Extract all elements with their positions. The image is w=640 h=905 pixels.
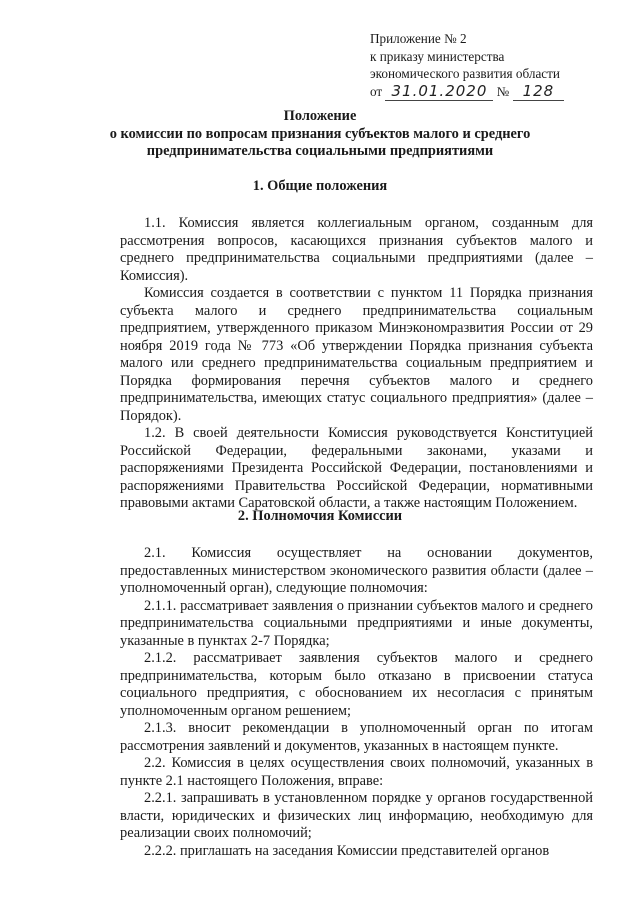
document-title	[0, 108, 640, 161]
paragraph: 1.1. Комиссия является коллегиальным органом, созданным для рассмотрения вопросов, касающихся признания субъектов малого и среднего предпринимательства социальными предприятиями (далее – Комиссия).	[120, 215, 593, 284]
appendix-line-2: к приказу министерства	[370, 48, 505, 64]
paragraph: 2.1.1. рассматривает заявления о признании субъектов малого и среднего предпринимательства социальными предприятиями и иные документы, указанные в пунктах 2-7 Порядка;	[120, 597, 593, 649]
paragraph: 1.2. В своей деятельности Комиссия руководствуется Конституцией Российской Федерации, федеральными законами, указами и распоряжениями Президента Российской Федерации, постановлениями и распоряжениями Правительства Российской Федерации, нормативными правовыми актами Саратовской области, а также настоящим Положением.	[120, 425, 593, 511]
title-line-2: о комиссии по вопросам признания субъектов малого и среднего	[109, 125, 531, 142]
appendix-block	[370, 30, 564, 100]
section-2-heading: 2. Полномочия Комиссии	[237, 508, 403, 524]
paragraph: Комиссия создается в соответствии с пунктом 11 Порядка признания субъекта малого и среднего предпринимательства социальным предприятием, утвержденного приказом Минэкономразвития России от 29 ноября 2019 года № 773 «Об утверждении Порядка признания субъекта малого или среднего предпринимательства социальным предприятием и Порядка формирования перечня субъектов малого и среднего предпринимательства, имеющих статус социального предприятия» (далее – Порядок).	[120, 285, 593, 424]
appendix-date-line	[370, 83, 564, 101]
paragraph: 2.1. Комиссия осуществляет на основании документов, предоставленных министерством экономического развития области (далее – уполномоченный орган), следующие полномочия:	[120, 545, 593, 596]
from-label: от	[370, 83, 383, 99]
paragraph: 2.2. Комиссия в целях осуществления своих полномочий, указанных в пункте 2.1 настоящего Положения, вправе:	[120, 755, 593, 789]
appendix-line-3: экономического развития области	[370, 66, 560, 81]
section-1-heading: 1. Общие положения	[252, 178, 388, 194]
handwritten-number: 128	[513, 82, 565, 101]
paragraph: 2.2.1. запрашивать в установленном порядке у органов государственной власти, юридических и физических лиц информацию, необходимую для реализации своих полномочий;	[120, 790, 593, 841]
section-1-body	[120, 215, 593, 513]
section-2-body	[120, 545, 593, 860]
paragraph: 2.1.2. рассматривает заявления субъектов малого и среднего предпринимательства, которым было отказано в присвоении статуса социального предприятия, с обоснованием их несогласия с принятым уполномоченным органом решением;	[120, 650, 593, 719]
appendix-line-1: Приложение № 2	[370, 31, 467, 46]
paragraph: 2.2.2. приглашать на заседания Комиссии представителей органов	[144, 842, 550, 859]
title-line-3: предпринимательства социальными предприятиями	[146, 143, 494, 159]
paragraph: 2.1.3. вносит рекомендации в уполномоченный орган по итогам рассмотрения заявлений и документов, указанных в настоящем пункте.	[120, 720, 593, 754]
handwritten-date: 31.01.2020	[385, 82, 493, 101]
number-label: №	[496, 83, 510, 99]
title-line-1: Положение	[283, 108, 357, 124]
